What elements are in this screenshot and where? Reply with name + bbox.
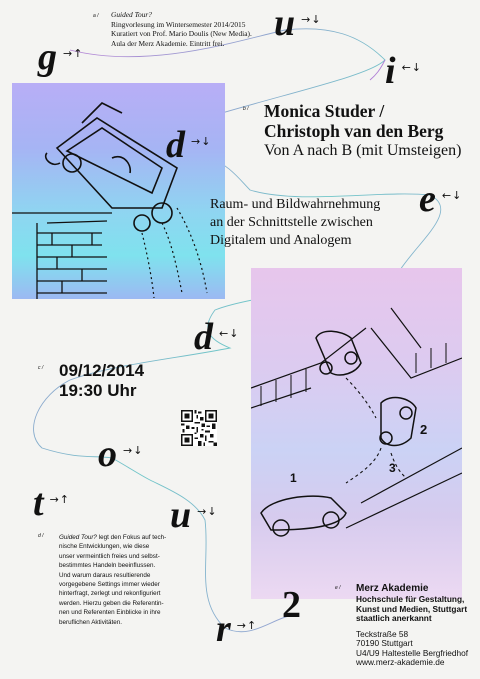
marker-c: c / (38, 365, 44, 371)
letter-g-char: g (38, 36, 57, 78)
letter-d-first-arrows: →↓ (191, 135, 212, 148)
qr-code (181, 410, 217, 446)
letter-u-char: u (274, 2, 296, 44)
letter-o-arrows: →↓ (123, 444, 144, 457)
illustration-car-intersection (251, 268, 462, 599)
intro-line-1: Ringvorlesung im Wintersemester 2014/2015 (111, 19, 246, 29)
topic-block (210, 196, 420, 250)
speaker-line-2: Christoph van den Berg (264, 121, 444, 141)
topic-line-3: Digitalem und Analogem (210, 233, 352, 248)
address-block (356, 583, 476, 668)
event-datetime (59, 361, 144, 401)
address-bold-line-3: staatlich anerkannt (356, 613, 432, 623)
speaker-block (264, 101, 474, 160)
letter-t (33, 484, 68, 522)
letter-o-char: o (98, 433, 117, 475)
letter-o (98, 433, 144, 475)
description-line-7: werden. Hierzu geben die Referentin- (59, 599, 164, 607)
label-3: 3 (389, 461, 396, 475)
event-date: 09/12/2014 (59, 361, 145, 380)
description-line-9: beruflichen Aktivitäten. (59, 618, 123, 626)
speaker-line-1: Monica Studer / (264, 101, 385, 121)
description-line-1: nische Entwicklungen, wie diese (59, 543, 150, 551)
school-name: Merz Akademie (356, 583, 429, 594)
marker-a: a / (93, 13, 99, 19)
description-line-4: Und warum daraus resultierende (59, 571, 151, 579)
letter-d-second-arrows: ←↓ (219, 327, 240, 340)
letter-d-second-char: d (194, 316, 213, 358)
letter-i-char: i (385, 50, 396, 92)
description-line-2: unser vermeintlich freies und selbst- (59, 552, 160, 560)
letter-d-second (194, 316, 240, 358)
number-2: 2 (282, 584, 301, 626)
letter-g (38, 36, 84, 78)
address-transit: U4/U9 Haltestelle Bergfriedhof (356, 647, 469, 658)
letter-r-arrows: →↑ (236, 619, 258, 632)
topic-line-2: an der Schnittstelle zwischen (210, 215, 373, 230)
intro-title: Guided Tour? (111, 10, 152, 19)
letter-d-first-char: d (166, 124, 185, 166)
letter-e-arrows: ←↓ (441, 189, 463, 202)
intro-line-2: Kuratiert von Prof. Mario Doulis (New Media). (111, 29, 252, 39)
letter-e (419, 178, 463, 220)
intro-block (111, 10, 281, 48)
description-line-6: hinterfragt, zerlegt und rekonfiguriert (59, 590, 161, 598)
marker-d: d / (38, 533, 44, 539)
letter-d-first (166, 124, 212, 166)
letter-i-arrows: ←↓ (401, 61, 422, 74)
letter-u-second (170, 496, 216, 534)
description-first-line: legt den Fokus auf tech- (96, 534, 167, 541)
address-bold-line-2: Kunst und Medien, Stuttgart (356, 603, 468, 614)
address-website: www.merz-akademie.de (356, 657, 445, 667)
description-line-3: bestimmtes Handeln beeinflussen. (59, 562, 156, 570)
label-1: 1 (290, 471, 297, 485)
description-line-0 (59, 533, 209, 542)
letter-u-arrows: →↓ (301, 13, 322, 26)
letter-e-char: e (419, 178, 436, 220)
illustration-car-falling (12, 83, 225, 299)
event-time: 19:30 Uhr (59, 381, 137, 400)
label-2: 2 (420, 422, 428, 437)
description-title: Guided Tour? (59, 534, 97, 541)
letter-u-second-arrows: →↓ (197, 505, 218, 518)
letter-i (385, 52, 420, 90)
topic-line-1: Raum- und Bildwahrnehmung (210, 197, 381, 212)
car-falling-drawing (12, 83, 225, 299)
car-intersection-drawing (251, 268, 462, 599)
address-city: 70190 Stuttgart (356, 638, 413, 648)
description-line-5: vorgegebene Settings immer wieder (59, 581, 160, 589)
address-bold-line-1: Hochschule für Gestaltung, (356, 594, 465, 604)
marker-e: e / (335, 585, 341, 591)
letter-r-char: r (216, 608, 231, 650)
letter-g-arrows: →↑ (63, 47, 84, 60)
letter-u-second-char: u (170, 494, 192, 536)
description-line-8: nen und Referenten Einblicke in ihre (59, 609, 161, 617)
description-block (59, 533, 209, 627)
intro-line-3: Aula der Merz Akademie. Eintritt frei. (111, 38, 225, 48)
letter-t-char: t (33, 482, 44, 524)
letter-t-arrows: →↑ (49, 493, 70, 506)
letter-r (216, 608, 258, 650)
marker-b: b / (243, 106, 249, 112)
address-street: Teckstraße 58 (356, 628, 409, 639)
talk-subtitle: Von A nach B (mit Umsteigen) (264, 142, 462, 159)
